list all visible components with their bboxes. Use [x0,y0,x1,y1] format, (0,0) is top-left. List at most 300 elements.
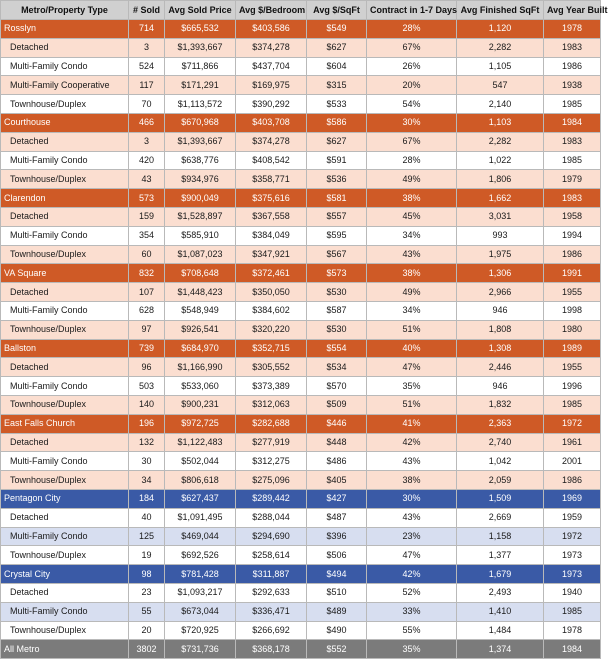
cell-avg-finished-sqft: 2,059 [457,471,544,490]
cell-contract-1-7-days: 42% [367,565,457,584]
cell-num-sold: 107 [129,283,165,302]
cell-contract-1-7-days: 43% [367,245,457,264]
cell-avg-year-built: 1984 [544,113,601,132]
cell-avg-year-built: 1986 [544,57,601,76]
cell-property-type: Detached [1,207,129,226]
cell-contract-1-7-days: 23% [367,527,457,546]
cell-avg-finished-sqft: 2,493 [457,583,544,602]
cell-contract-1-7-days: 30% [367,489,457,508]
cell-property-type: Multi-Family Condo [1,151,129,170]
cell-contract-1-7-days: 54% [367,95,457,114]
table-row [1,151,601,170]
cell-contract-1-7-days: 30% [367,113,457,132]
table-row [1,471,601,490]
cell-property-type: Townhouse/Duplex [1,320,129,339]
table-row [1,602,601,621]
table-row [1,358,601,377]
cell-avg-per-bedroom: $372,461 [236,264,307,283]
table-row [1,377,601,396]
cell-avg-finished-sqft: 2,740 [457,433,544,452]
cell-avg-per-bedroom: $373,389 [236,377,307,396]
cell-avg-per-bedroom: $403,586 [236,20,307,39]
table-row [1,76,601,95]
cell-num-sold: 503 [129,377,165,396]
cell-avg-year-built: 1986 [544,471,601,490]
cell-avg-finished-sqft: 1,806 [457,170,544,189]
cell-avg-per-sqft: $315 [307,76,367,95]
cell-avg-per-sqft: $581 [307,189,367,208]
cell-avg-finished-sqft: 1,105 [457,57,544,76]
cell-property-type: VA Square [1,264,129,283]
cell-property-type: Multi-Family Condo [1,226,129,245]
table-row [1,170,601,189]
cell-contract-1-7-days: 67% [367,132,457,151]
cell-property-type: Rosslyn [1,20,129,39]
cell-avg-year-built: 1985 [544,151,601,170]
cell-avg-sold-price: $684,970 [165,339,236,358]
cell-avg-per-sqft: $536 [307,170,367,189]
table-row [1,452,601,471]
cell-avg-year-built: 1985 [544,395,601,414]
cell-avg-sold-price: $548,949 [165,301,236,320]
cell-avg-sold-price: $1,087,023 [165,245,236,264]
cell-avg-per-bedroom: $336,471 [236,602,307,621]
cell-num-sold: 714 [129,20,165,39]
cell-avg-year-built: 1955 [544,283,601,302]
table-row [1,132,601,151]
cell-avg-per-bedroom: $384,602 [236,301,307,320]
cell-avg-year-built: 1958 [544,207,601,226]
cell-avg-per-sqft: $405 [307,471,367,490]
table-row [1,546,601,565]
cell-avg-sold-price: $1,528,897 [165,207,236,226]
cell-contract-1-7-days: 47% [367,546,457,565]
cell-avg-finished-sqft: 1,679 [457,565,544,584]
cell-avg-per-bedroom: $294,690 [236,527,307,546]
cell-avg-year-built: 1972 [544,527,601,546]
table-row [1,527,601,546]
cell-contract-1-7-days: 67% [367,38,457,57]
cell-avg-year-built: 1985 [544,602,601,621]
cell-property-type: Courthouse [1,113,129,132]
cell-num-sold: 3802 [129,640,165,659]
cell-contract-1-7-days: 35% [367,377,457,396]
cell-avg-year-built: 1983 [544,189,601,208]
cell-num-sold: 60 [129,245,165,264]
cell-property-type: Detached [1,583,129,602]
cell-avg-finished-sqft: 1,484 [457,621,544,640]
metro-row [1,20,601,39]
cell-property-type: Multi-Family Condo [1,452,129,471]
cell-contract-1-7-days: 55% [367,621,457,640]
cell-contract-1-7-days: 34% [367,226,457,245]
cell-avg-per-bedroom: $358,771 [236,170,307,189]
cell-avg-per-sqft: $427 [307,489,367,508]
table-row [1,301,601,320]
cell-num-sold: 96 [129,358,165,377]
cell-avg-finished-sqft: 2,282 [457,38,544,57]
cell-avg-sold-price: $934,976 [165,170,236,189]
cell-avg-finished-sqft: 2,669 [457,508,544,527]
cell-avg-per-bedroom: $368,178 [236,640,307,659]
cell-avg-sold-price: $900,049 [165,189,236,208]
cell-avg-per-bedroom: $289,442 [236,489,307,508]
cell-property-type: East Falls Church [1,414,129,433]
cell-avg-finished-sqft: 1,410 [457,602,544,621]
cell-avg-per-sqft: $530 [307,283,367,302]
table-row [1,226,601,245]
cell-num-sold: 70 [129,95,165,114]
cell-avg-year-built: 1986 [544,245,601,264]
cell-property-type: Detached [1,433,129,452]
cell-num-sold: 196 [129,414,165,433]
cell-avg-finished-sqft: 2,140 [457,95,544,114]
cell-num-sold: 420 [129,151,165,170]
table-row [1,395,601,414]
cell-avg-per-bedroom: $374,278 [236,132,307,151]
cell-avg-year-built: 1955 [544,358,601,377]
cell-avg-per-bedroom: $350,050 [236,283,307,302]
cell-avg-finished-sqft: 2,966 [457,283,544,302]
cell-contract-1-7-days: 35% [367,640,457,659]
table-row [1,320,601,339]
cell-contract-1-7-days: 42% [367,433,457,452]
cell-avg-per-sqft: $627 [307,38,367,57]
cell-avg-year-built: 1978 [544,621,601,640]
cell-avg-per-sqft: $487 [307,508,367,527]
cell-avg-year-built: 1996 [544,377,601,396]
cell-avg-sold-price: $926,541 [165,320,236,339]
cell-contract-1-7-days: 34% [367,301,457,320]
cell-avg-per-sqft: $591 [307,151,367,170]
cell-avg-year-built: 1979 [544,170,601,189]
cell-avg-year-built: 2001 [544,452,601,471]
cell-avg-finished-sqft: 1,103 [457,113,544,132]
cell-avg-sold-price: $1,093,217 [165,583,236,602]
cell-avg-per-sqft: $557 [307,207,367,226]
cell-property-type: Townhouse/Duplex [1,95,129,114]
cell-avg-year-built: 1978 [544,20,601,39]
table-row [1,508,601,527]
cell-contract-1-7-days: 28% [367,151,457,170]
cell-avg-per-sqft: $506 [307,546,367,565]
cell-contract-1-7-days: 52% [367,583,457,602]
table-row [1,38,601,57]
cell-num-sold: 524 [129,57,165,76]
cell-avg-finished-sqft: 946 [457,377,544,396]
cell-avg-per-sqft: $396 [307,527,367,546]
cell-avg-finished-sqft: 1,662 [457,189,544,208]
cell-property-type: Multi-Family Condo [1,301,129,320]
cell-num-sold: 132 [129,433,165,452]
cell-avg-per-sqft: $567 [307,245,367,264]
cell-avg-sold-price: $781,428 [165,565,236,584]
cell-avg-per-sqft: $509 [307,395,367,414]
cell-avg-sold-price: $1,091,495 [165,508,236,527]
cell-avg-year-built: 1985 [544,95,601,114]
cell-avg-sold-price: $627,437 [165,489,236,508]
header-avg-finished-sqft: Avg Finished SqFt [457,1,544,20]
cell-num-sold: 140 [129,395,165,414]
cell-num-sold: 3 [129,38,165,57]
total-row [1,640,601,659]
cell-avg-per-sqft: $573 [307,264,367,283]
cell-avg-year-built: 1991 [544,264,601,283]
cell-avg-year-built: 1972 [544,414,601,433]
cell-avg-sold-price: $692,526 [165,546,236,565]
cell-avg-sold-price: $1,393,667 [165,38,236,57]
table-row [1,207,601,226]
cell-property-type: Townhouse/Duplex [1,170,129,189]
cell-avg-per-bedroom: $320,220 [236,320,307,339]
cell-avg-sold-price: $711,866 [165,57,236,76]
cell-property-type: Townhouse/Duplex [1,621,129,640]
cell-avg-sold-price: $585,910 [165,226,236,245]
cell-num-sold: 23 [129,583,165,602]
cell-avg-year-built: 1980 [544,320,601,339]
cell-avg-sold-price: $720,925 [165,621,236,640]
cell-property-type: Townhouse/Duplex [1,245,129,264]
cell-num-sold: 34 [129,471,165,490]
cell-contract-1-7-days: 49% [367,283,457,302]
cell-avg-per-sqft: $604 [307,57,367,76]
cell-avg-per-bedroom: $408,542 [236,151,307,170]
cell-contract-1-7-days: 20% [367,76,457,95]
cell-avg-per-bedroom: $312,275 [236,452,307,471]
metro-row [1,113,601,132]
cell-num-sold: 184 [129,489,165,508]
cell-avg-per-sqft: $587 [307,301,367,320]
cell-avg-year-built: 1940 [544,583,601,602]
cell-avg-year-built: 1969 [544,489,601,508]
cell-num-sold: 97 [129,320,165,339]
cell-avg-per-bedroom: $367,558 [236,207,307,226]
cell-avg-finished-sqft: 1,509 [457,489,544,508]
cell-avg-finished-sqft: 1,808 [457,320,544,339]
cell-avg-finished-sqft: 1,832 [457,395,544,414]
cell-property-type: Ballston [1,339,129,358]
cell-avg-finished-sqft: 1,042 [457,452,544,471]
cell-contract-1-7-days: 41% [367,414,457,433]
cell-avg-per-bedroom: $390,292 [236,95,307,114]
table-row [1,245,601,264]
cell-avg-per-bedroom: $169,975 [236,76,307,95]
cell-avg-per-bedroom: $403,708 [236,113,307,132]
header-contract-1-7-days: Contract in 1-7 Days [367,1,457,20]
cell-avg-sold-price: $670,968 [165,113,236,132]
cell-avg-finished-sqft: 993 [457,226,544,245]
cell-avg-finished-sqft: 3,031 [457,207,544,226]
cell-avg-year-built: 1938 [544,76,601,95]
cell-avg-finished-sqft: 2,282 [457,132,544,151]
cell-property-type: Townhouse/Duplex [1,471,129,490]
cell-avg-per-sqft: $552 [307,640,367,659]
cell-num-sold: 98 [129,565,165,584]
table-row [1,95,601,114]
cell-avg-per-bedroom: $305,552 [236,358,307,377]
cell-contract-1-7-days: 43% [367,508,457,527]
cell-avg-sold-price: $1,448,423 [165,283,236,302]
cell-avg-per-bedroom: $437,704 [236,57,307,76]
table-row [1,621,601,640]
cell-avg-per-bedroom: $266,692 [236,621,307,640]
cell-avg-per-bedroom: $374,278 [236,38,307,57]
cell-avg-per-bedroom: $312,063 [236,395,307,414]
cell-property-type: Multi-Family Condo [1,527,129,546]
cell-num-sold: 43 [129,170,165,189]
cell-avg-per-sqft: $595 [307,226,367,245]
cell-avg-per-sqft: $494 [307,565,367,584]
header-avg-per-bedroom: Avg $/Bedroom [236,1,307,20]
cell-avg-per-bedroom: $347,921 [236,245,307,264]
cell-num-sold: 159 [129,207,165,226]
cell-avg-year-built: 1973 [544,546,601,565]
cell-avg-sold-price: $1,166,990 [165,358,236,377]
cell-contract-1-7-days: 49% [367,170,457,189]
cell-avg-year-built: 1983 [544,38,601,57]
cell-contract-1-7-days: 51% [367,320,457,339]
cell-contract-1-7-days: 38% [367,189,457,208]
cell-avg-sold-price: $1,122,483 [165,433,236,452]
cell-contract-1-7-days: 40% [367,339,457,358]
table-row [1,583,601,602]
header-metro-property-type: Metro/Property Type [1,1,129,20]
metro-row [1,264,601,283]
cell-property-type: Crystal City [1,565,129,584]
cell-num-sold: 19 [129,546,165,565]
cell-contract-1-7-days: 51% [367,395,457,414]
cell-avg-per-sqft: $489 [307,602,367,621]
cell-avg-year-built: 1961 [544,433,601,452]
cell-avg-per-sqft: $534 [307,358,367,377]
cell-contract-1-7-days: 28% [367,20,457,39]
header-avg-per-sqft: Avg $/SqFt [307,1,367,20]
table-row [1,283,601,302]
metro-row [1,414,601,433]
cell-avg-per-sqft: $510 [307,583,367,602]
cell-avg-year-built: 1989 [544,339,601,358]
cell-avg-finished-sqft: 1,308 [457,339,544,358]
cell-avg-sold-price: $665,532 [165,20,236,39]
cell-avg-per-sqft: $486 [307,452,367,471]
cell-property-type: All Metro [1,640,129,659]
cell-avg-sold-price: $533,060 [165,377,236,396]
cell-avg-per-sqft: $549 [307,20,367,39]
cell-avg-sold-price: $972,725 [165,414,236,433]
cell-avg-per-bedroom: $282,688 [236,414,307,433]
cell-num-sold: 832 [129,264,165,283]
cell-avg-per-bedroom: $277,919 [236,433,307,452]
cell-property-type: Detached [1,283,129,302]
cell-property-type: Multi-Family Condo [1,602,129,621]
cell-avg-finished-sqft: 2,363 [457,414,544,433]
cell-avg-per-bedroom: $258,614 [236,546,307,565]
cell-avg-sold-price: $708,648 [165,264,236,283]
cell-avg-per-bedroom: $352,715 [236,339,307,358]
cell-avg-sold-price: $1,393,667 [165,132,236,151]
cell-avg-per-bedroom: $275,096 [236,471,307,490]
cell-num-sold: 3 [129,132,165,151]
cell-avg-per-sqft: $533 [307,95,367,114]
cell-avg-per-bedroom: $311,887 [236,565,307,584]
cell-avg-finished-sqft: 1,377 [457,546,544,565]
cell-avg-year-built: 1984 [544,640,601,659]
metro-row [1,565,601,584]
cell-avg-year-built: 1973 [544,565,601,584]
cell-property-type: Pentagon City [1,489,129,508]
metro-row [1,189,601,208]
cell-avg-finished-sqft: 547 [457,76,544,95]
cell-avg-sold-price: $673,044 [165,602,236,621]
cell-avg-per-sqft: $570 [307,377,367,396]
cell-avg-per-sqft: $490 [307,621,367,640]
cell-avg-year-built: 1998 [544,301,601,320]
table-row [1,433,601,452]
cell-property-type: Detached [1,38,129,57]
cell-num-sold: 125 [129,527,165,546]
cell-avg-per-bedroom: $384,049 [236,226,307,245]
cell-property-type: Detached [1,358,129,377]
cell-avg-finished-sqft: 946 [457,301,544,320]
cell-property-type: Detached [1,508,129,527]
cell-avg-finished-sqft: 1,975 [457,245,544,264]
cell-avg-per-sqft: $446 [307,414,367,433]
cell-avg-finished-sqft: 1,158 [457,527,544,546]
cell-num-sold: 20 [129,621,165,640]
cell-contract-1-7-days: 26% [367,57,457,76]
cell-avg-per-bedroom: $375,616 [236,189,307,208]
cell-avg-per-sqft: $554 [307,339,367,358]
header-avg-sold-price: Avg Sold Price [165,1,236,20]
cell-avg-sold-price: $171,291 [165,76,236,95]
cell-property-type: Clarendon [1,189,129,208]
cell-contract-1-7-days: 47% [367,358,457,377]
metro-row [1,339,601,358]
cell-property-type: Townhouse/Duplex [1,395,129,414]
cell-avg-sold-price: $502,044 [165,452,236,471]
cell-avg-finished-sqft: 1,120 [457,20,544,39]
cell-avg-finished-sqft: 2,446 [457,358,544,377]
cell-avg-per-bedroom: $292,633 [236,583,307,602]
metro-row [1,489,601,508]
cell-avg-sold-price: $731,736 [165,640,236,659]
cell-avg-finished-sqft: 1,306 [457,264,544,283]
cell-avg-year-built: 1959 [544,508,601,527]
cell-avg-finished-sqft: 1,022 [457,151,544,170]
cell-num-sold: 354 [129,226,165,245]
cell-property-type: Townhouse/Duplex [1,546,129,565]
cell-avg-per-sqft: $586 [307,113,367,132]
cell-num-sold: 628 [129,301,165,320]
table-body [1,20,601,659]
header-num-sold: # Sold [129,1,165,20]
cell-avg-year-built: 1994 [544,226,601,245]
cell-num-sold: 40 [129,508,165,527]
cell-avg-per-sqft: $530 [307,320,367,339]
cell-avg-per-bedroom: $288,044 [236,508,307,527]
cell-avg-sold-price: $469,044 [165,527,236,546]
cell-avg-finished-sqft: 1,374 [457,640,544,659]
cell-num-sold: 30 [129,452,165,471]
cell-avg-per-sqft: $448 [307,433,367,452]
cell-num-sold: 739 [129,339,165,358]
cell-avg-sold-price: $900,231 [165,395,236,414]
cell-num-sold: 466 [129,113,165,132]
cell-contract-1-7-days: 33% [367,602,457,621]
cell-contract-1-7-days: 43% [367,452,457,471]
cell-avg-sold-price: $638,776 [165,151,236,170]
cell-contract-1-7-days: 38% [367,264,457,283]
